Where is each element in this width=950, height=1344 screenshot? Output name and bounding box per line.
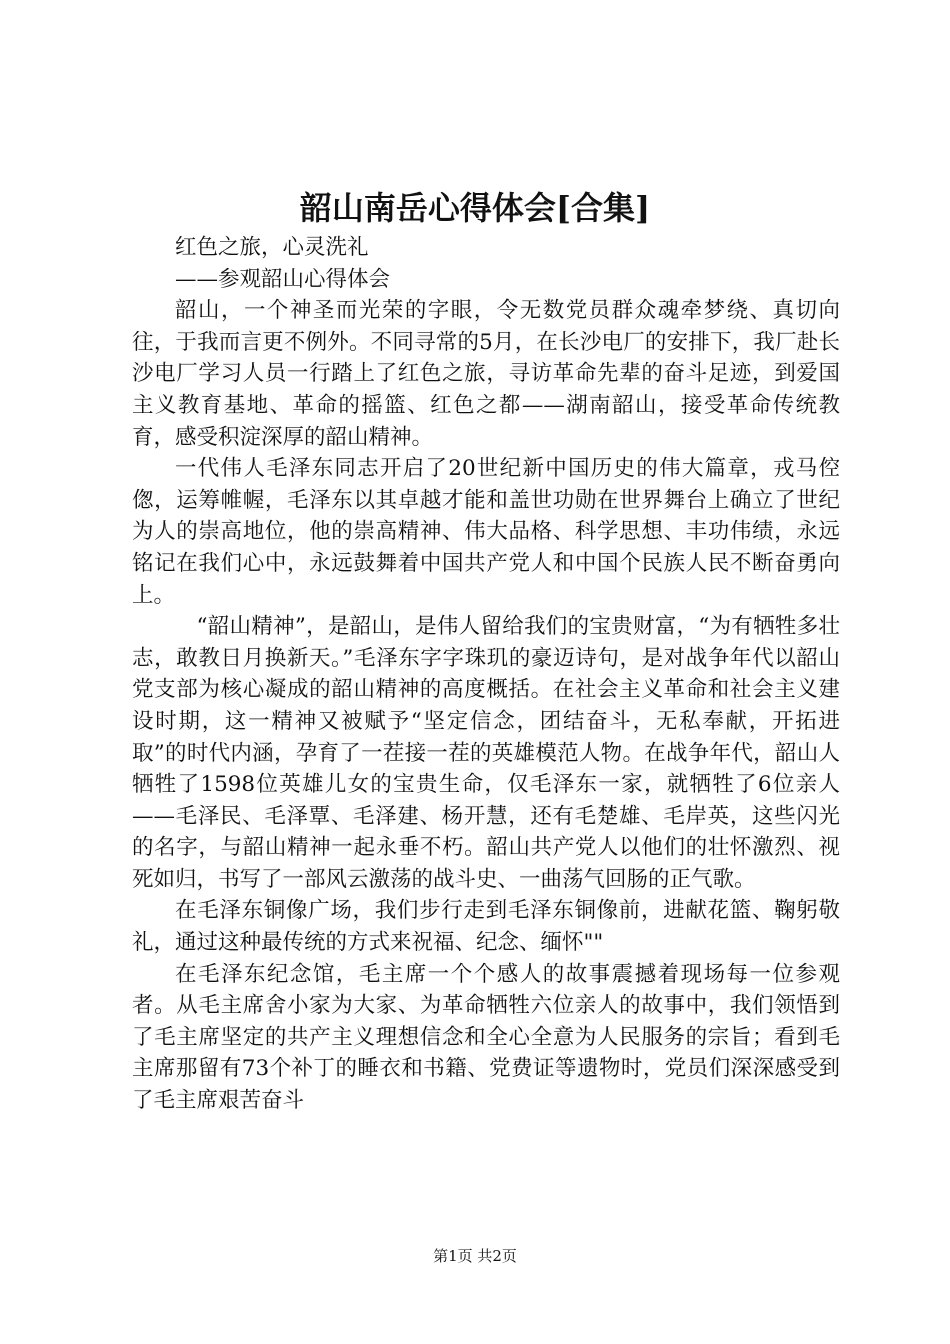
document-body (132, 232, 840, 1117)
paragraph: “韶山精神”，是韶山，是伟人留给我们的宝贵财富，“为有牺牲多壮志，敢教日月换新天。”毛泽东字字珠玑的豪迈诗句，是对战争年代以韶山党支部为核心凝成的韶山精神的高度概括。在社会主义革命和社会主义建设时期，这一精神又被赋予“坚定信念，团结奋斗，无私奉献，开拓进取”的时代内涵，孕育了一茬接一茬的英雄模范人物。在战争年代，韶山人牺牲了1598位英雄儿女的宝贵生命，仅毛泽东一家，就牺牲了6位亲人——毛泽民、毛泽覃、毛泽建、杨开慧，还有毛楚雄、毛岸英，这些闪光的名字，与韶山精神一起永垂不朽。韶山共产党人以他们的壮怀激烈、视死如归，书写了一部风云激荡的战斗史、一曲荡气回肠的正气歌。 (132, 614, 840, 892)
page-footer: 第1页 共2页 (433, 1247, 517, 1265)
paragraph-subtitle: 红色之旅，心灵洗礼 (175, 235, 369, 260)
paragraph: 在毛泽东铜像广场，我们步行走到毛泽东铜像前，进献花篮、鞠躬敬礼，通过这种最传统的方式来祝福、纪念、缅怀"" (132, 898, 840, 956)
paragraph: 韶山，一个神圣而光荣的字眼，令无数党员群众魂牵梦绕、真切向往，于我而言更不例外。不同寻常的5月，在长沙电厂的安排下，我厂赴长沙电厂学习人员一行踏上了红色之旅，寻访革命先辈的奋斗足迹，到爱国主义教育基地、革命的摇篮、红色之都——湖南韶山，接受革命传统教育，感受积淀深厚的韶山精神。 (132, 298, 840, 450)
paragraph-subtitle-secondary: ——参观韶山心得体会 (175, 266, 391, 292)
paragraph: 在毛泽东纪念馆，毛主席一个个感人的故事震撼着现场每一位参观者。从毛主席舍小家为大家、为革命牺牲六位亲人的故事中，我们领悟到了毛主席坚定的共产主义理想信念和全心全意为人民服务的宗旨；看到毛主席那留有73个补丁的睡衣和书籍、党费证等遗物时，党员们深深感受到了毛主席艰苦奋斗 (132, 961, 840, 1114)
page-title: 韶山南岳心得体会[合集] (299, 189, 651, 227)
paragraph: 一代伟人毛泽东同志开启了20世纪新中国历史的伟大篇章，戎马倥偬，运筹帷幄，毛泽东以其卓越才能和盖世功勋在世界舞台上确立了世纪为人的崇高地位，他的崇高精神、伟大品格、科学思想、丰功伟绩，永远铭记在我们心中，永远鼓舞着中国共产党人和中国个民族人民不断奋勇向上。 (132, 456, 840, 608)
